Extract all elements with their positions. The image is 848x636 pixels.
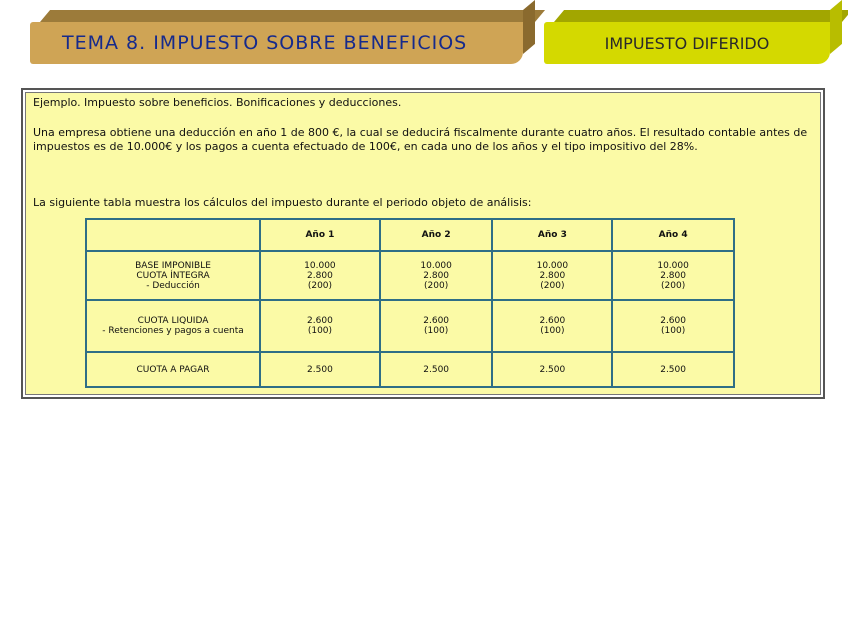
row-label: CUOTA LIQUIDA [137,316,209,326]
table-intro: La siguiente tabla muestra los cálculos del impuesto durante el periodo objeto de análisis: [33,196,532,209]
page-title: TEMA 8. IMPUESTO SOBRE BENEFICIOS [62,32,468,54]
row-label: CUOTA A PAGAR [136,364,210,375]
value-cell [612,300,734,352]
row-label: - Retenciones y pagos a cuenta [102,326,244,336]
cell-value: 10.000 [657,260,689,271]
cell-value: 2.600 [423,316,450,326]
cell-value: 2.800 [660,270,686,281]
example-heading: Ejemplo. Impuesto sobre beneficios. Bonificaciones y deducciones. [33,96,402,109]
example-description: Una empresa obtiene una deducción en año 1 de 800 €, la cual se deducirá fiscalmente durante cuatro años. El resultado contable antes de impuestos es de 10.000€ y los pagos a cuenta efectuado de 100€, en cada uno de los años y el tipo impositivo del 28%. [33,126,808,153]
value-cell [492,352,612,387]
value-cell [612,251,734,300]
row-label: BASE IMPONIBLE [135,260,211,271]
cell-value: 2.600 [307,316,333,326]
content-panel [21,88,825,399]
cell-value: (100) [424,326,449,336]
value-cell [380,352,493,387]
title-tab [30,10,535,64]
section-tab-bevel-top [554,10,848,22]
value-cell [492,300,612,352]
cell-value: 2.800 [423,270,450,281]
table-header-row [86,219,734,251]
section-tab-bevel-side [830,0,842,54]
section-title: IMPUESTO DIFERIDO [604,33,770,53]
cell-value: 10.000 [420,260,452,271]
row-label: - Deducción [146,280,200,291]
row-label-cell [86,352,260,387]
cell-value: (200) [661,280,686,291]
header-cell-year-1: Año 1 [260,219,380,251]
title-tab-face [30,22,523,64]
cell-value: (200) [307,280,333,291]
title-tab-bevel-side [523,0,535,54]
value-cell [260,251,380,300]
header-cell-year-2: Año 2 [380,219,493,251]
cell-value: 2.500 [307,364,333,375]
cell-value: 2.500 [539,364,566,375]
cell-value: (100) [307,326,333,336]
value-cell [492,251,612,300]
cell-value: (200) [540,280,565,291]
table-row [86,300,734,352]
value-cell [260,300,380,352]
cell-value: 10.000 [536,260,569,271]
row-label: CUOTA ÍNTEGRA [136,270,210,281]
tax-calculation-table [85,218,735,388]
value-cell [612,352,734,387]
cell-value: 2.500 [423,364,450,375]
header-cell-year-4: Año 4 [612,219,734,251]
cell-value: 2.500 [660,364,686,375]
cell-value: (100) [540,326,565,336]
title-tab-bevel-top [40,10,545,22]
cell-value: 2.800 [539,270,566,281]
header-cell-empty [86,219,260,251]
row-label-cell [86,251,260,300]
value-cell [380,251,493,300]
value-cell [380,300,493,352]
table-row [86,251,734,300]
header-cell-year-3: Año 3 [492,219,612,251]
section-tab[interactable] [544,10,842,64]
cell-value: 2.600 [660,316,686,326]
cell-value: 2.600 [539,316,566,326]
row-label-cell [86,300,260,352]
cell-value: (100) [661,326,686,336]
cell-value: (200) [424,280,449,291]
cell-value: 2.800 [307,270,333,281]
cell-value: 10.000 [304,260,336,271]
section-tab-face[interactable] [544,22,830,64]
table-row [86,352,734,387]
value-cell [260,352,380,387]
